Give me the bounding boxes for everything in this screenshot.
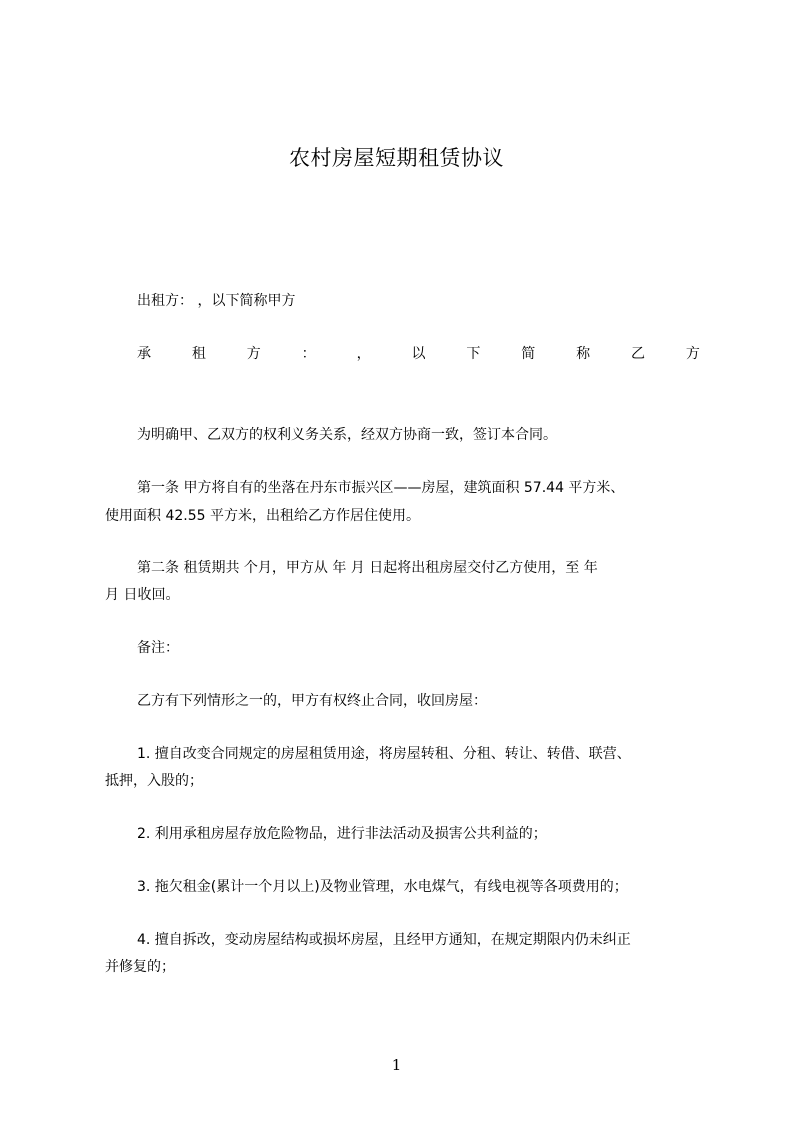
lessee-char: 方 bbox=[246, 346, 261, 362]
item-1-line-2: 抵押，入股的； bbox=[105, 773, 203, 789]
item-2: 2. 利用承租房屋存放危险物品，进行非法活动及损害公共利益的； bbox=[137, 826, 547, 842]
item-4-line-1: 4. 擅自拆改，变动房屋结构或损坏房屋，且经甲方通知，在规定期限内仍未纠正 bbox=[137, 932, 631, 948]
document-title: 农村房屋短期租赁协议 bbox=[289, 146, 504, 170]
article-2-line-1: 第二条 租赁期共 个月，甲方从 年 月 日起将出租房屋交付乙方使用，至 年 bbox=[137, 560, 598, 576]
lessee-char: 方 bbox=[685, 346, 700, 362]
lessor-line: 出租方： ，以下简称甲方 bbox=[137, 293, 296, 309]
item-4-line-2: 并修复的； bbox=[105, 959, 175, 975]
lessee-char: 租 bbox=[191, 346, 206, 362]
lessee-char: 下 bbox=[466, 346, 481, 362]
lessee-char: 简 bbox=[521, 346, 536, 362]
lessee-char: 承 bbox=[137, 346, 151, 362]
article-1-line-1: 第一条 甲方将自有的坐落在丹东市振兴区——房屋，建筑面积 57.44 平方米、 bbox=[137, 480, 625, 496]
lessee-line bbox=[137, 344, 700, 364]
remark-label: 备注： bbox=[137, 640, 179, 656]
lessee-char: 称 bbox=[576, 346, 591, 362]
article-2-line-2: 月 日收回。 bbox=[105, 587, 180, 603]
lessee-char: ： bbox=[301, 346, 316, 362]
lessee-char: 乙 bbox=[631, 346, 646, 362]
termination-intro: 乙方有下列情形之一的，甲方有权终止合同，收回房屋： bbox=[137, 693, 487, 709]
lessee-char: 以 bbox=[411, 346, 426, 362]
item-3: 3. 拖欠租金(累计一个月以上)及物业管理，水电煤气，有线电视等各项费用的； bbox=[137, 879, 628, 895]
lessee-char: ， bbox=[356, 346, 371, 362]
item-1-line-1: 1. 擅自改变合同规定的房屋租赁用途，将房屋转租、分租、转让、转借、联营、 bbox=[137, 746, 631, 762]
page-number: 1 bbox=[391, 1056, 402, 1074]
purpose-line: 为明确甲、乙双方的权利义务关系，经双方协商一致，签订本合同。 bbox=[137, 427, 557, 443]
article-1-line-2: 使用面积 42.55 平方米，出租给乙方作居住使用。 bbox=[105, 508, 420, 524]
